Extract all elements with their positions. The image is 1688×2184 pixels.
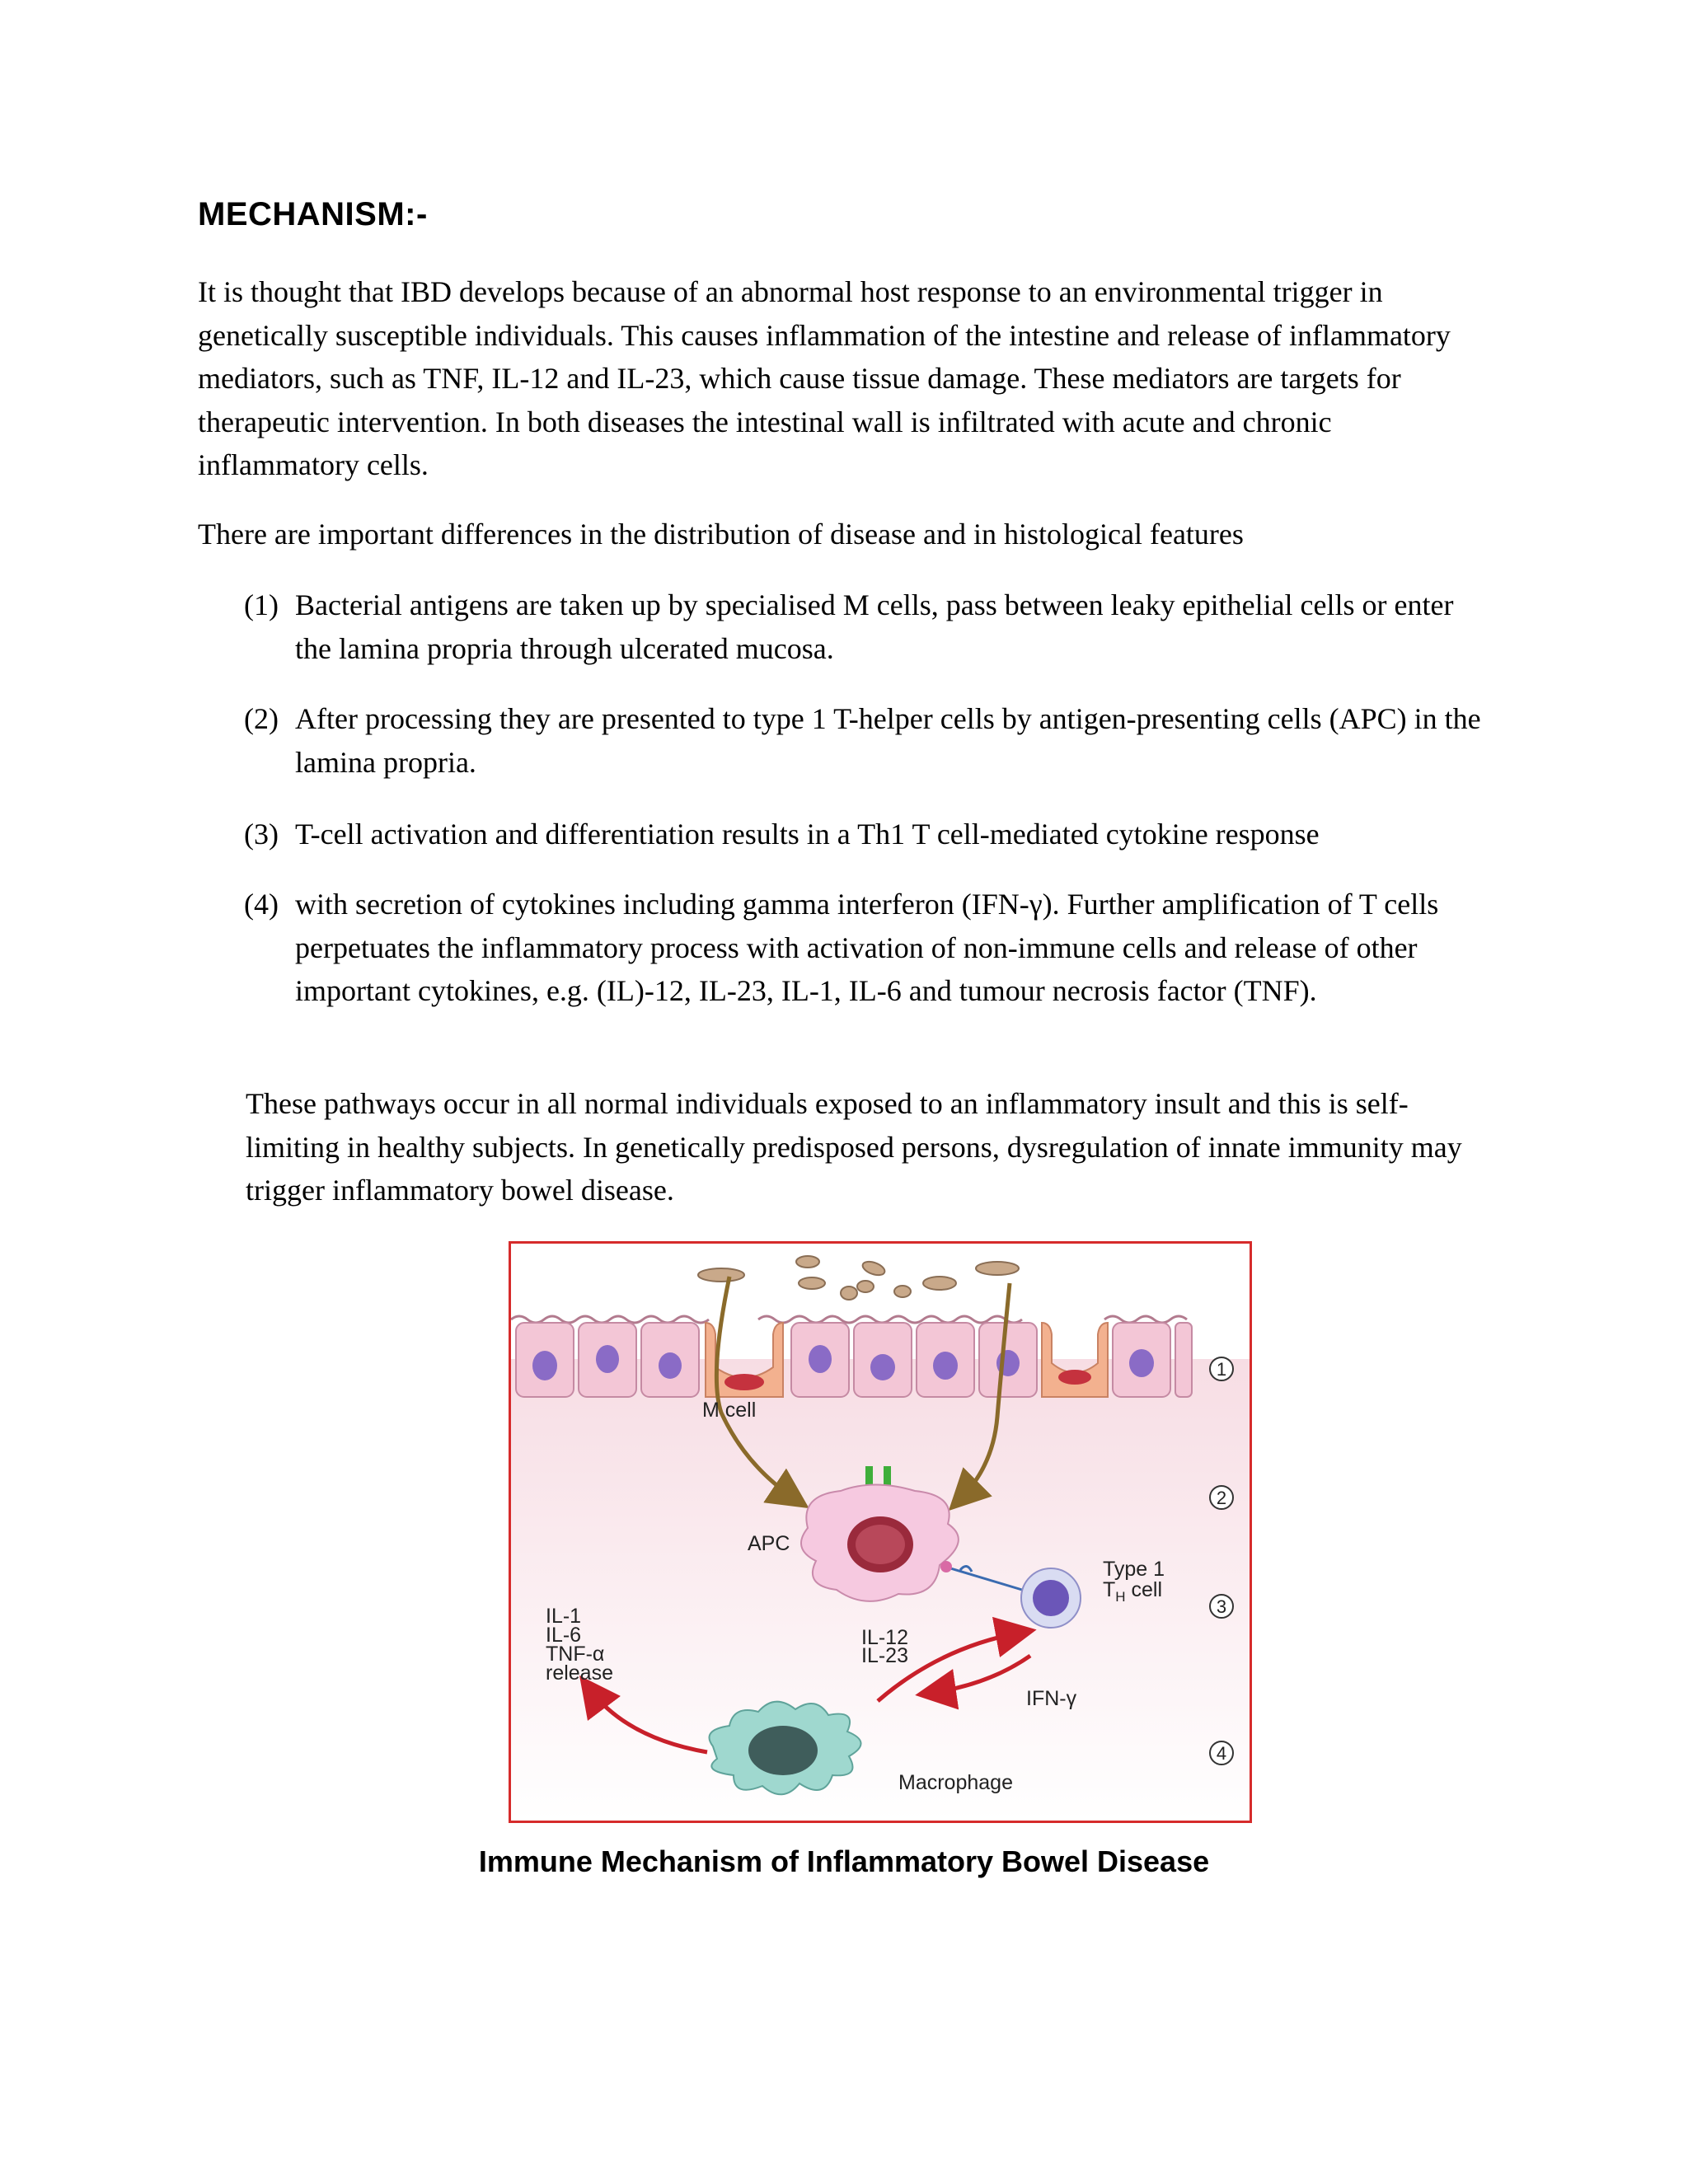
list-number: (1) bbox=[244, 588, 279, 621]
mechanism-step-2 bbox=[244, 697, 1497, 784]
list-text: T-cell activation and differentiation results in a Th1 T cell-mediated cytokine response bbox=[295, 818, 1320, 851]
figure-caption: Immune Mechanism of Inflammatory Bowel Disease bbox=[478, 1844, 1210, 1878]
receptor-icon bbox=[940, 1561, 952, 1572]
svg-text:4: 4 bbox=[1216, 1743, 1227, 1764]
mechanism-step-4 bbox=[244, 883, 1497, 1013]
step-marker-2 bbox=[1210, 1486, 1233, 1509]
release-label: release bbox=[546, 1661, 613, 1685]
ifn-label: IFN-γ bbox=[1026, 1687, 1077, 1710]
svg-text:1: 1 bbox=[1216, 1359, 1227, 1380]
step-marker-4 bbox=[1210, 1741, 1233, 1765]
list-number: (4) bbox=[244, 888, 279, 921]
conclusion-paragraph: These pathways occur in all normal individuals exposed to an inflammatory insult and this is self-limiting in healthy subjects. In genetically predisposed persons, dysregulation of innate immunity may trigger inflammatory bowel disease. bbox=[246, 1087, 1462, 1207]
tnf-label: TNF-α bbox=[546, 1643, 605, 1666]
section-heading: MECHANISM:- bbox=[198, 196, 428, 232]
il1-label: IL-1 bbox=[546, 1605, 582, 1628]
m-cell-label: M cell bbox=[702, 1399, 757, 1422]
mechanism-step-1 bbox=[244, 583, 1497, 670]
il12-label: IL-12 bbox=[861, 1626, 908, 1649]
figure-diagram bbox=[511, 1244, 1250, 1821]
step-marker-1 bbox=[1210, 1357, 1233, 1380]
th-cell-label: $T_H$ cell bbox=[1103, 1578, 1163, 1605]
list-number: (3) bbox=[244, 818, 279, 851]
differences-paragraph: There are important differences in the distribution of disease and in histological features bbox=[198, 518, 1244, 551]
list-number: (2) bbox=[244, 702, 279, 735]
apc-label: APC bbox=[748, 1532, 790, 1555]
il23-label: IL-23 bbox=[861, 1644, 908, 1667]
svg-text:3: 3 bbox=[1216, 1596, 1227, 1617]
list-text: Bacterial antigens are taken up by specialised M cells, pass between leaky epithelial cells or enter the lamina propria through ulcerated mucosa. bbox=[295, 588, 1454, 665]
immune-mechanism-figure bbox=[509, 1241, 1252, 1823]
il6-label: IL-6 bbox=[546, 1624, 582, 1647]
list-text: After processing they are presented to type 1 T-helper cells by antigen-presenting cells (APC) in the lamina propria. bbox=[295, 702, 1481, 779]
mechanism-step-3 bbox=[244, 813, 1497, 856]
list-text: with secretion of cytokines including gamma interferon (IFN-γ). Further amplification of T cells perpetuates the inflammatory process with activation of non-immune cells and release of other important cytokines, e.g. (IL)-12, IL-23, IL-1, IL-6 and tumour necrosis factor (TNF). bbox=[295, 888, 1439, 1007]
type1-label: Type 1 bbox=[1103, 1558, 1165, 1581]
svg-text:2: 2 bbox=[1216, 1488, 1227, 1508]
bacteria-icon bbox=[698, 1256, 1019, 1300]
macrophage-label: Macrophage bbox=[898, 1771, 1013, 1794]
intro-paragraph: It is thought that IBD develops because of an abnormal host response to an environmental trigger in genetically susceptible individuals. This causes inflammation of the intestine and release of inflammatory mediators, such as TNF, IL-12 and IL-23, which cause tissue damage. These mediators are targets for therapeutic intervention. In both diseases the intestinal wall is infiltrated with acute and chronic inflammatory cells. bbox=[198, 275, 1451, 481]
step-marker-3 bbox=[1210, 1595, 1233, 1618]
th1-cell-icon bbox=[1021, 1568, 1081, 1628]
